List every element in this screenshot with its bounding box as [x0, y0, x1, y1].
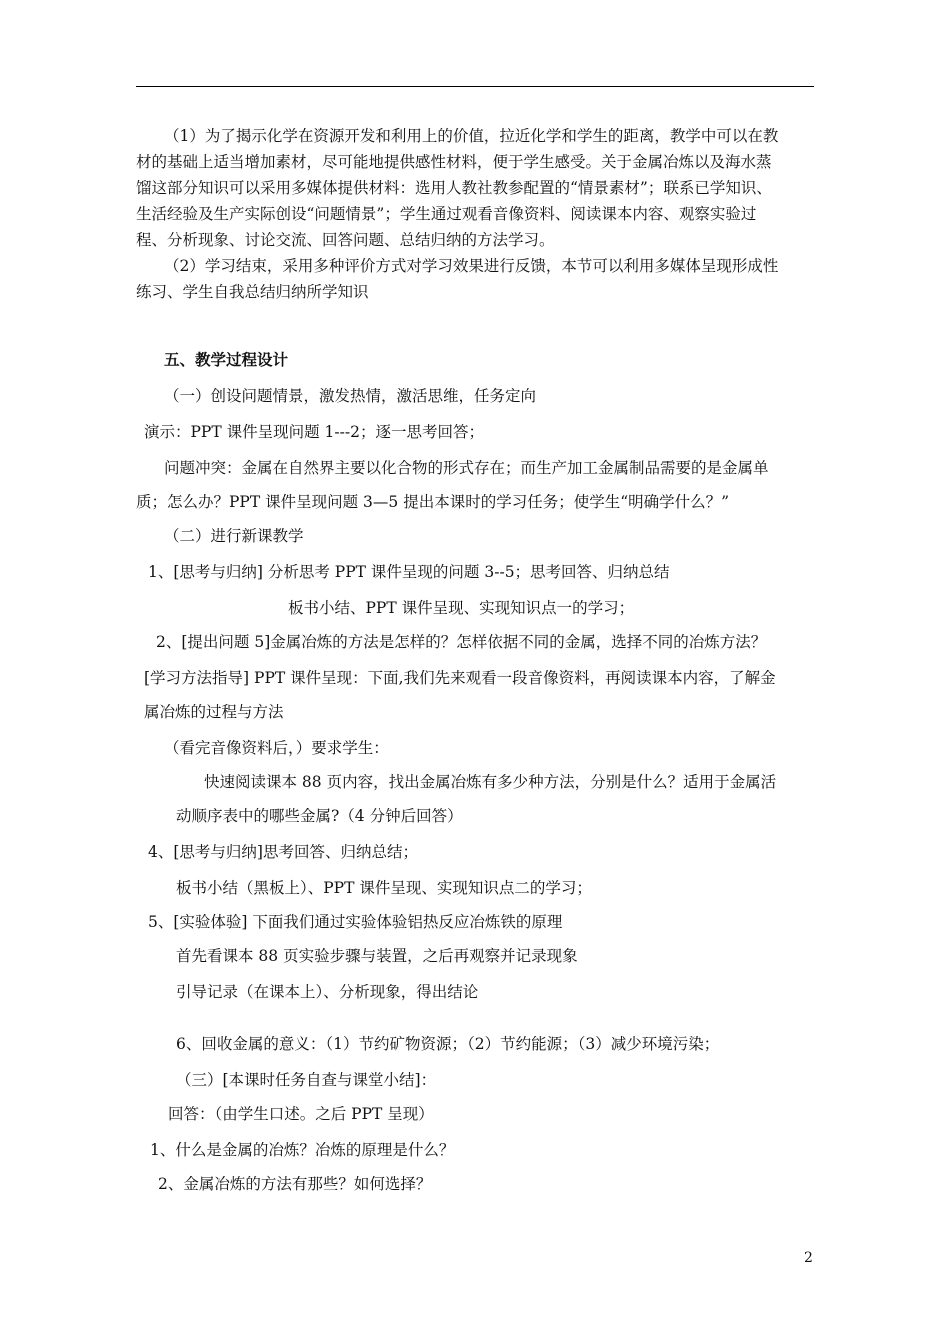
- body-line: 快速阅读课本 88 页内容，找出金属冶炼有多少种方法，分别是什么？适用于金属活: [204, 773, 777, 791]
- body-line: 2、金属冶炼的方法有那些？如何选择？: [158, 1175, 432, 1193]
- body-line: 1、什么是金属的冶炼？冶炼的原理是什么？: [150, 1141, 455, 1159]
- body-line: 动顺序表中的哪些金属?（4 分钟后回答）: [176, 807, 463, 825]
- body-line: 6、回收金属的意义：（1）节约矿物资源；（2）节约能源；（3）减少环境污染；: [176, 1035, 720, 1053]
- paragraph-line: 练习、学生自我总结归纳所学知识: [136, 283, 369, 301]
- paragraph-line: （2）学习结束，采用多种评价方式对学习效果进行反馈，本节可以利用多媒体呈现形成性: [164, 257, 779, 275]
- body-line: 5、[实验体验] 下面我们通过实验体验铝热反应冶炼铁的原理: [148, 913, 563, 931]
- paragraph-line: 材的基础上适当增加素材，尽可能地提供感性材料，便于学生感受。关于金属冶炼以及海水蒸: [136, 153, 772, 171]
- body-line: 2、[提出问题 5]金属冶炼的方法是怎样的？怎样依据不同的金属，选择不同的冶炼方法？: [156, 633, 767, 651]
- page-number: 2: [804, 1250, 813, 1266]
- paragraph-line: 生活经验及生产实际创设“问题情景”；学生通过观看音像资料、阅读课本内容、观察实验过: [136, 205, 757, 223]
- body-line: 演示：PPT 课件呈现问题 1---2；逐一思考回答；: [144, 423, 484, 441]
- body-line: [学习方法指导] PPT 课件呈现：下面,我们先来观看一段音像资料，再阅读课本内容，了解金: [144, 669, 776, 687]
- body-line: 首先看课本 88 页实验步骤与装置，之后再观察并记录现象: [176, 947, 578, 965]
- body-line: 4、[思考与归纳]思考回答、归纳总结；: [148, 843, 418, 861]
- body-line: 板书小结（黑板上）、PPT 课件呈现、实现知识点二的学习；: [176, 879, 592, 897]
- header-rule: [136, 86, 814, 87]
- body-line: （二）进行新课教学: [164, 527, 304, 545]
- paragraph-line: （1）为了揭示化学在资源开发和利用上的价值，拉近化学和学生的距离，教学中可以在教: [164, 127, 779, 145]
- paragraph-line: 馏这部分知识可以采用多媒体提供材料：选用人教社教参配置的“情景素材”；联系已学知识、: [136, 179, 772, 197]
- body-line: （看完音像资料后，）要求学生：: [164, 739, 389, 757]
- body-line: （一）创设问题情景，激发热情，激活思维，任务定向: [164, 387, 537, 405]
- body-line: 板书小结、PPT 课件呈现、实现知识点一的学习；: [288, 599, 635, 617]
- section-title: 五、教学过程设计: [164, 350, 289, 369]
- body-line: 问题冲突：金属在自然界主要以化合物的形式存在；而生产加工金属制品需要的是金属单: [164, 459, 769, 477]
- body-line: 属冶炼的过程与方法: [144, 703, 284, 721]
- body-line: 质；怎么办？PPT 课件呈现问题 3—5 提出本课时的学习任务；使学生“明确学什么？”: [136, 493, 730, 511]
- body-line: 1、[思考与归纳] 分析思考 PPT 课件呈现的问题 3--5；思考回答、归纳总结: [148, 563, 670, 581]
- body-line: 引导记录（在课本上）、分析现象，得出结论: [176, 983, 479, 1001]
- paragraph-line: 程、分析现象、讨论交流、回答问题、总结归纳的方法学习。: [136, 231, 555, 249]
- body-line: （三）[本课时任务自查与课堂小结]：: [176, 1071, 437, 1089]
- body-line: 回答：（由学生口述。之后 PPT 呈现）: [168, 1105, 434, 1123]
